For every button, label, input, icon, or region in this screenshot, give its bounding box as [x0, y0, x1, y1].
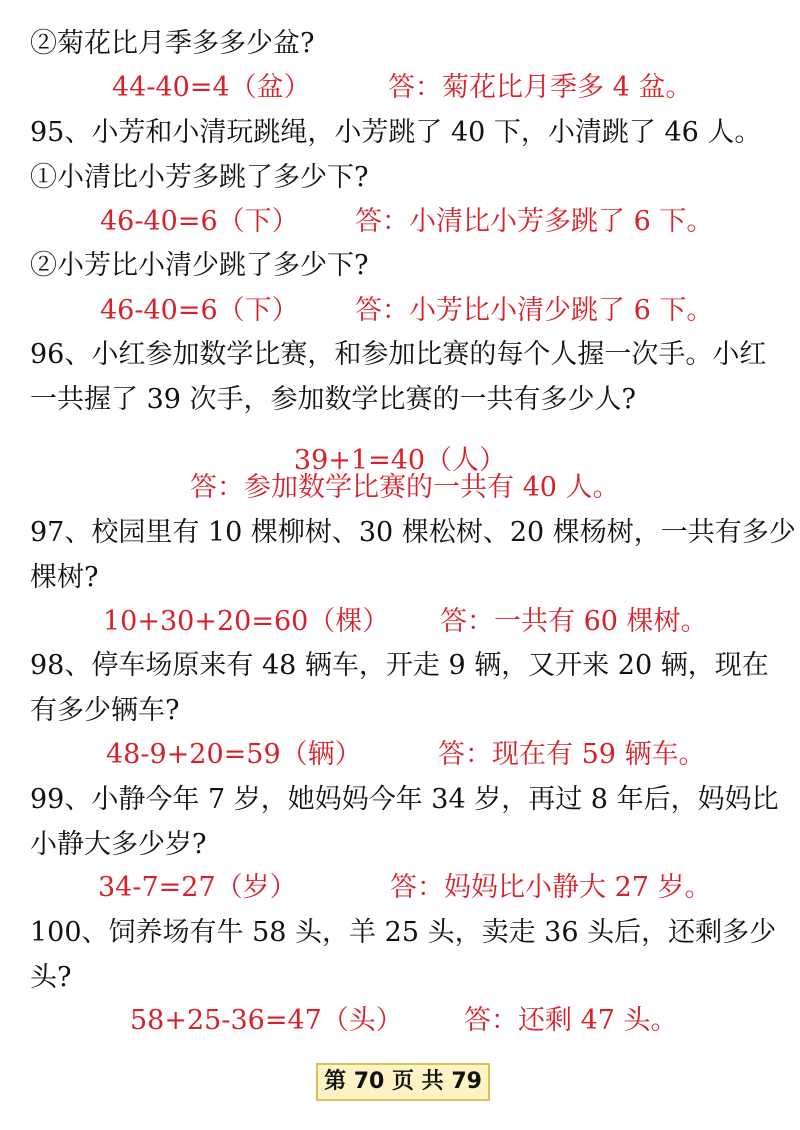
question-text: ②小芳比小清少跳了多少下?: [30, 250, 369, 281]
answer-text: 答：一共有 60 棵树。: [440, 606, 708, 637]
answer-text: 58+25-36=47（头）: [130, 1005, 403, 1036]
formula-96: 39+1=40（人）: [293, 445, 507, 476]
answer-text: 答：小芳比小清少跳了 6 下。: [355, 295, 714, 326]
answer-text: 34-7=27（岁）: [98, 872, 297, 903]
answer-text: 答：现在有 59 辆车。: [438, 739, 706, 770]
question-text: 99、小静今年 7 岁，她妈妈今年 34 岁，再过 8 年后，妈妈比: [30, 784, 779, 815]
answer-text: 答：还剩 47 头。: [464, 1005, 678, 1036]
answer-text: 46-40=6（下）: [100, 206, 299, 237]
answer-text: 答：小清比小芳多跳了 6 下。: [355, 206, 714, 237]
question-text: 98、停车场原来有 48 辆车，开走 9 辆，又开来 20 辆，现在: [30, 650, 769, 681]
answer-text: 10+30+20=60（棵）: [103, 606, 390, 637]
question-text: 棵树?: [30, 562, 99, 593]
question-text: 95、小芳和小清玩跳绳，小芳跳了 40 下，小清跳了 46 人。: [30, 117, 762, 148]
answer-text: 44-40=4（盆）: [112, 72, 311, 103]
question-text: 97、校园里有 10 棵柳树、30 棵松树、20 棵杨树，一共有多少: [30, 517, 796, 548]
question-text: 一共握了 39 次手，参加数学比赛的一共有多少人?: [30, 384, 636, 415]
answer-text: 答：妈妈比小静大 27 岁。: [390, 872, 712, 903]
answer-text: 答：菊花比月季多 4 盆。: [388, 72, 693, 103]
question-text: 96、小红参加数学比赛，和参加比赛的每个人握一次手。小红: [30, 339, 767, 370]
answer-text: 46-40=6（下）: [100, 295, 299, 326]
page-number-badge: 第 70 页 共 79: [316, 1063, 490, 1101]
answer-text: 答：参加数学比赛的一共有 40 人。: [190, 472, 620, 503]
answer-text: 48-9+20=59（辆）: [106, 739, 362, 770]
question-text: 有多少辆车?: [30, 695, 180, 726]
question-text: 头?: [30, 962, 72, 993]
question-text: 小静大多少岁?: [30, 829, 207, 860]
question-text: ②菊花比月季多多少盆?: [30, 28, 315, 59]
question-text: ①小清比小芳多跳了多少下?: [30, 162, 369, 193]
question-text: 100、饲养场有牛 58 头，羊 25 头，卖走 36 头后，还剩多少: [30, 917, 777, 948]
